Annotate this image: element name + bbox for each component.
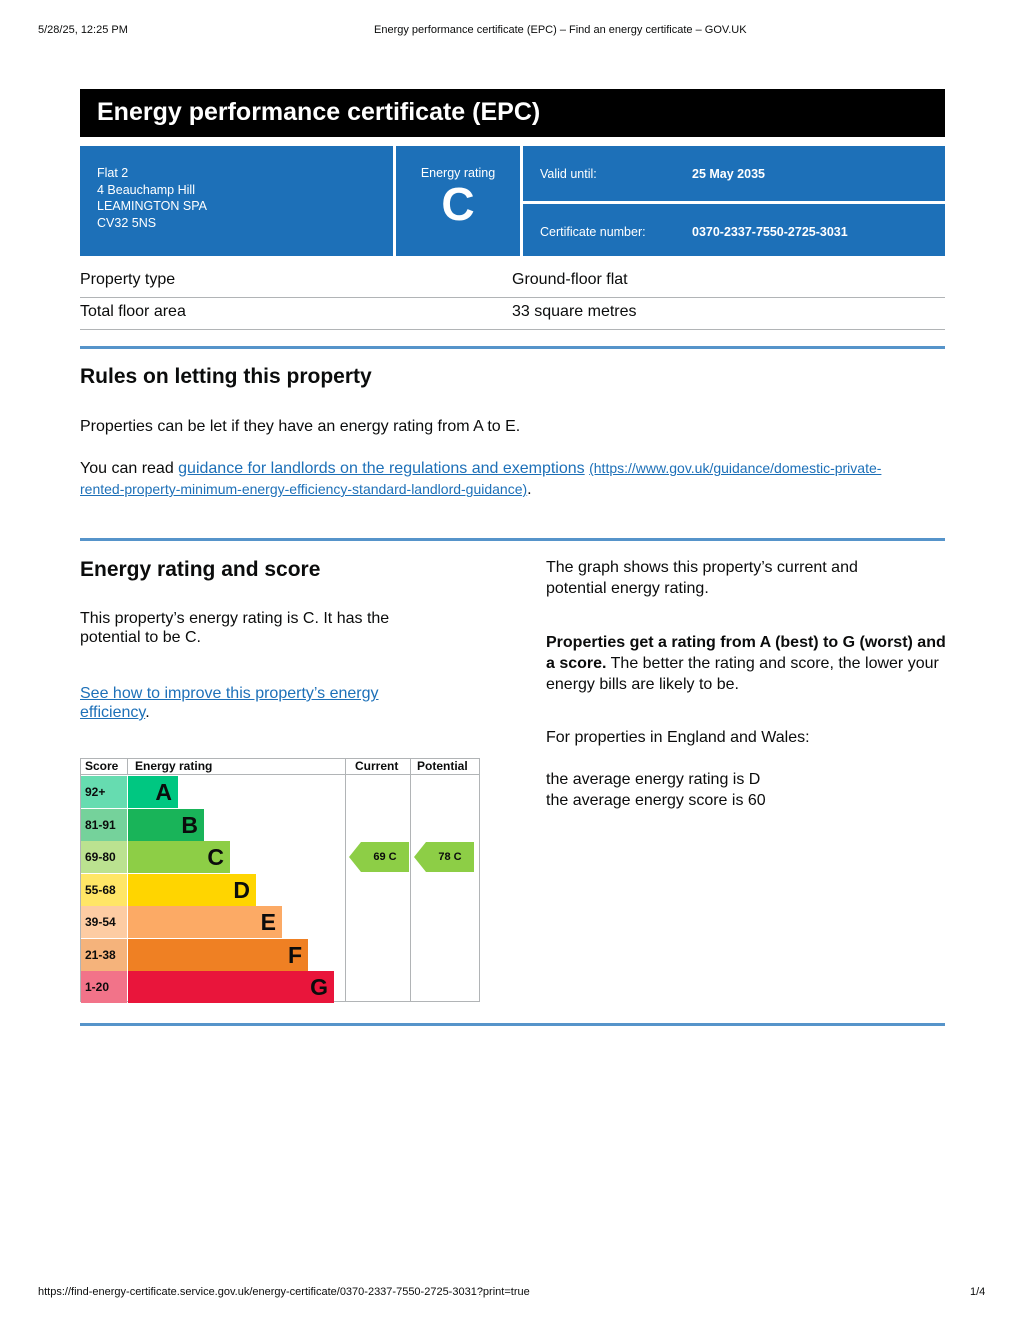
band-bar-e: E [128, 906, 282, 938]
current-marker-label: 69 C [361, 842, 409, 872]
address-line-2: 4 Beauchamp Hill [97, 182, 195, 197]
band-score-c: 69-80 [81, 841, 127, 873]
band-score-e: 39-54 [81, 906, 127, 938]
energy-rating-value: C [441, 178, 475, 230]
property-type-value: Ground-floor flat [512, 271, 628, 288]
address-panel [80, 146, 393, 256]
letting-guidance-para [80, 458, 910, 500]
valid-until-value: 25 May 2035 [692, 167, 765, 181]
chart-header-rule [81, 774, 479, 775]
band-score-g: 1-20 [81, 971, 127, 1003]
potential-rating-marker [414, 842, 474, 872]
graph-explainer: The graph shows this property’s current and potential energy rating. [546, 559, 858, 597]
print-page-title: Energy performance certificate (EPC) – Find an energy certificate – GOV.UK [374, 24, 747, 36]
valid-until-row [523, 146, 945, 201]
band-bar-f: F [128, 939, 308, 971]
band-bar-d: D [128, 874, 256, 906]
band-bar-a: A [128, 776, 178, 808]
page-title: Energy performance certificate (EPC) [80, 89, 945, 137]
address-line-4: CV32 5NS [97, 215, 157, 230]
valid-until-label: Valid until: [540, 167, 597, 181]
floor-area-value: 33 square metres [512, 303, 637, 320]
potential-marker-label: 78 C [426, 842, 474, 872]
section-divider [80, 1023, 945, 1026]
print-datetime: 5/28/25, 12:25 PM [38, 24, 128, 36]
improve-para [80, 684, 420, 722]
potential-marker-tip [414, 842, 426, 872]
average-score: the average energy score is 60 [546, 792, 766, 809]
energy-rating-panel [396, 146, 520, 256]
rating-summary: This property’s energy rating is C. It has the potential to be C. [80, 610, 390, 646]
band-score-a: 92+ [81, 776, 127, 808]
print-url: https://find-energy-certificate.service.gov.uk/energy-certificate/0370-2337-7550-2725-3031?print=true [38, 1286, 530, 1298]
certificate-number-label: Certificate number: [540, 225, 646, 239]
average-rating: the average energy rating is D [546, 771, 761, 788]
band-score-f: 21-38 [81, 939, 127, 971]
address-line-3: LEAMINGTON SPA [97, 199, 207, 213]
property-type-row [80, 266, 945, 298]
chart-header-rating: Energy rating [135, 759, 213, 773]
certificate-number-value: 0370-2337-7550-2725-3031 [692, 225, 848, 239]
section-divider [80, 538, 945, 541]
chart-col-divider [410, 759, 411, 1001]
address-line-1: Flat 2 [97, 166, 129, 180]
current-rating-marker [349, 842, 409, 872]
chart-header-current: Current [355, 759, 399, 773]
letting-heading: Rules on letting this property [80, 365, 372, 388]
letting-para: Properties can be let if they have an energy rating from A to E. [80, 418, 521, 435]
print-page-number: 1/4 [970, 1286, 986, 1298]
rating-scale-para [546, 632, 946, 695]
floor-area-row [80, 298, 945, 330]
improve-suffix: . [145, 704, 150, 721]
band-score-d: 55-68 [81, 874, 127, 906]
letting-guidance-suffix: . [527, 481, 532, 498]
letting-guidance-prefix: You can read [80, 460, 179, 477]
chart-col-divider [127, 759, 128, 775]
rating-scale-rest: The better the rating and score, the lower your energy bills are likely to be. [546, 655, 939, 693]
band-bar-c: C [128, 841, 230, 873]
landlord-guidance-link[interactable]: guidance for landlords on the regulations and exemptions [178, 460, 585, 477]
certificate-number-row [523, 204, 945, 256]
floor-area-label: Total floor area [80, 303, 186, 320]
band-bar-g: G [128, 971, 334, 1003]
landlord-guidance-url[interactable]: (https://www.gov.uk/guidance/domestic-private-rented-property-minimum-energy-efficiency-standard-landlord-guidance) [80, 460, 882, 497]
improve-efficiency-link[interactable]: See how to improve this property’s energy efficiency [80, 685, 379, 721]
current-marker-tip [349, 842, 361, 872]
band-score-b: 81-91 [81, 809, 127, 841]
england-wales-label: For properties in England and Wales: [546, 729, 810, 746]
chart-col-divider [345, 759, 346, 1001]
rating-scale-bold: Properties get a rating from A (best) to G (worst) and a score. [546, 634, 946, 672]
band-bar-b: B [128, 809, 204, 841]
energy-rating-chart [80, 758, 480, 1002]
rating-score-heading: Energy rating and score [80, 558, 321, 581]
chart-header-potential: Potential [417, 759, 468, 773]
property-type-label: Property type [80, 271, 176, 288]
section-divider [80, 346, 945, 349]
chart-header-score: Score [85, 759, 119, 773]
energy-rating-label: Energy rating [420, 166, 496, 180]
